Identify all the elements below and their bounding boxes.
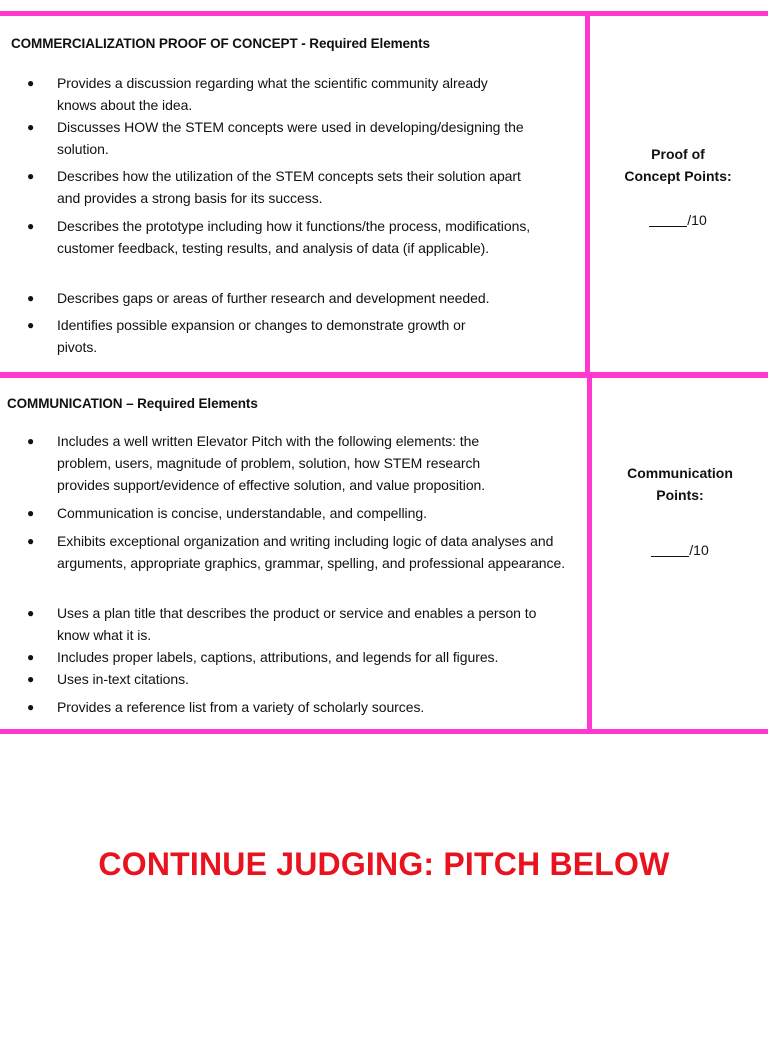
score-blank[interactable] [651,542,689,557]
score-blank[interactable] [649,212,687,227]
bullet-icon: ● [27,291,35,305]
score-max: /10 [689,542,709,558]
bullet-icon: ● [27,120,35,134]
score-label-communication: Communication Points: [627,465,733,503]
score-field-communication [592,542,768,558]
bullet-icon: ● [27,606,35,620]
continue-judging-banner: CONTINUE JUDGING: PITCH BELOW [98,846,670,882]
criterion-text: Provides a discussion regarding what the scientific community already knows about the idea. [57,75,488,113]
bullet-icon: ● [27,219,35,233]
criterion-text: Discusses HOW the STEM concepts were used in developing/designing the solution. [57,119,524,157]
section-heading-main: COMMERCIALIZATION PROOF OF CONCEPT [11,36,298,51]
criterion-text: Identifies possible expansion or changes to demonstrate growth or pivots. [57,317,466,355]
bullet-icon: ● [27,506,35,520]
bullet-icon: ● [27,76,35,90]
bullet-icon: ● [27,700,35,714]
score-field-proof-of-concept [588,212,768,228]
bullet-icon: ● [27,318,35,332]
bullet-icon: ● [27,169,35,183]
criterion-text: Describes gaps or areas of further research and development needed. [57,290,490,306]
criterion-text: Uses a plan title that describes the product or service and enables a person to know what it is. [57,605,537,643]
section-heading-separator: - [297,36,310,51]
score-label-proof-of-concept: Proof of Concept Points: [624,146,732,184]
table-border-bottom [0,729,768,734]
criterion-text: Exhibits exceptional organization and writing including logic of data analyses and arguments, appropriate graphics, grammar, spelling, and professional appearance. [57,533,566,571]
score-max: /10 [687,212,707,228]
section-heading-suffix: Required Elements [309,36,430,51]
bullet-icon: ● [27,650,35,664]
criterion-text: Includes proper labels, captions, attributions, and legends for all figures. [57,649,499,665]
bullet-icon: ● [27,434,35,448]
section-heading-proof-of-concept [11,36,430,51]
section-heading-suffix: Required Elements [137,396,258,411]
bullet-icon: ● [27,534,35,548]
section-heading-separator: – [122,396,138,411]
bullet-icon: ● [27,672,35,686]
section-heading-main: COMMUNICATION [7,396,123,411]
table-border-middle [0,372,768,378]
criterion-text: Describes how the utilization of the STEM concepts sets their solution apart and provides a strong basis for its success. [57,168,521,206]
column-divider-upper [585,11,590,378]
criterion-text: Uses in-text citations. [57,671,189,687]
criterion-text: Communication is concise, understandable, and compelling. [57,505,427,521]
criterion-text: Provides a reference list from a variety of scholarly sources. [57,699,425,715]
section-heading-communication [7,396,258,411]
criterion-text: Describes the prototype including how it functions/the process, modifications, customer feedback, testing results, and analysis of data (if applicable). [57,218,531,256]
table-border-top [0,11,768,16]
criterion-text: Includes a well written Elevator Pitch with the following elements: the problem, users, magnitude of problem, solution, how STEM research provides support/evidence of effective solution, and value proposition. [57,433,486,493]
